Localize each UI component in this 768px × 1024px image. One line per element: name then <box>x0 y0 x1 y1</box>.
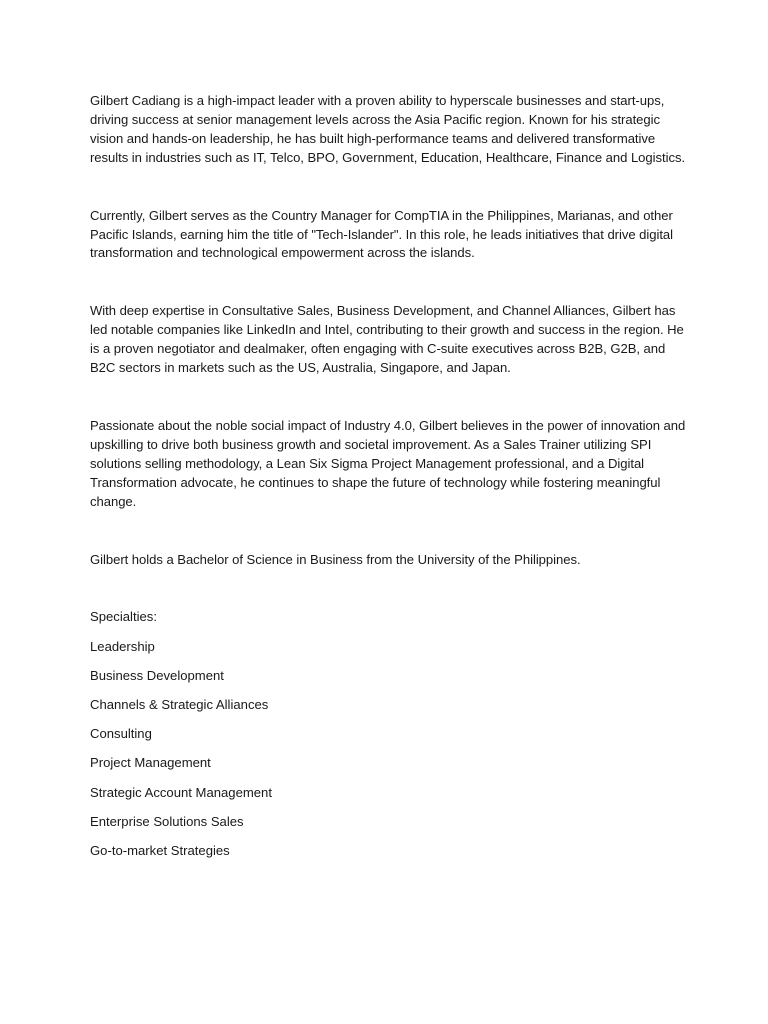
specialty-item: Go-to-market Strategies <box>90 843 230 859</box>
specialties-list <box>90 638 690 861</box>
paragraph-intro: Gilbert Cadiang is a high-impact leader with a proven ability to hyperscale businesses and start-ups, driving success at senior management levels across the Asia Pacific region. Known for his strategic vision and hands-on leadership, he has built high-performance teams and delivered transformative results in industries such as IT, Telco, BPO, Government, Education, Healthcare, Finance and Logistics. <box>90 93 686 165</box>
paragraph-passion: Passionate about the noble social impact of Industry 4.0, Gilbert believes in the power of innovation and upskilling to drive both business growth and societal improvement. As a Sales Trainer utilizing SPI solutions selling methodology, a Lean Six Sigma Project Management professional, and a Digital Transformation advocate, he continues to shape the future of technology while fostering meaningful change. <box>90 417 686 509</box>
document-body <box>90 92 690 871</box>
specialty-item: Strategic Account Management <box>90 784 272 800</box>
specialty-item: Enterprise Solutions Sales <box>90 813 244 829</box>
specialties-heading: Specialties: <box>90 609 157 625</box>
specialty-item: Business Development <box>90 667 224 683</box>
specialty-item: Consulting <box>90 726 152 742</box>
specialty-item: Project Management <box>90 755 211 771</box>
specialty-item: Channels & Strategic Alliances <box>90 697 269 713</box>
paragraph-current-role: Currently, Gilbert serves as the Country Manager for CompTIA in the Philippines, Marianas, and other Pacific Islands, earning him the title of "Tech-Islander". In this role, he leads initiatives that drive digital transformation and technological empowerment across the islands. <box>90 207 674 261</box>
paragraph-expertise: With deep expertise in Consultative Sales, Business Development, and Channel Alliances, Gilbert has led notable companies like LinkedIn and Intel, contributing to their growth and success in the region. He is a proven negotiator and dealmaker, often engaging with C-suite executives across B2B, G2B, and B2C sectors in markets such as the US, Australia, Singapore, and Japan. <box>90 303 684 376</box>
paragraph-education: Gilbert holds a Bachelor of Science in Business from the University of the Philippines. <box>90 551 581 567</box>
specialty-item: Leadership <box>90 638 155 654</box>
